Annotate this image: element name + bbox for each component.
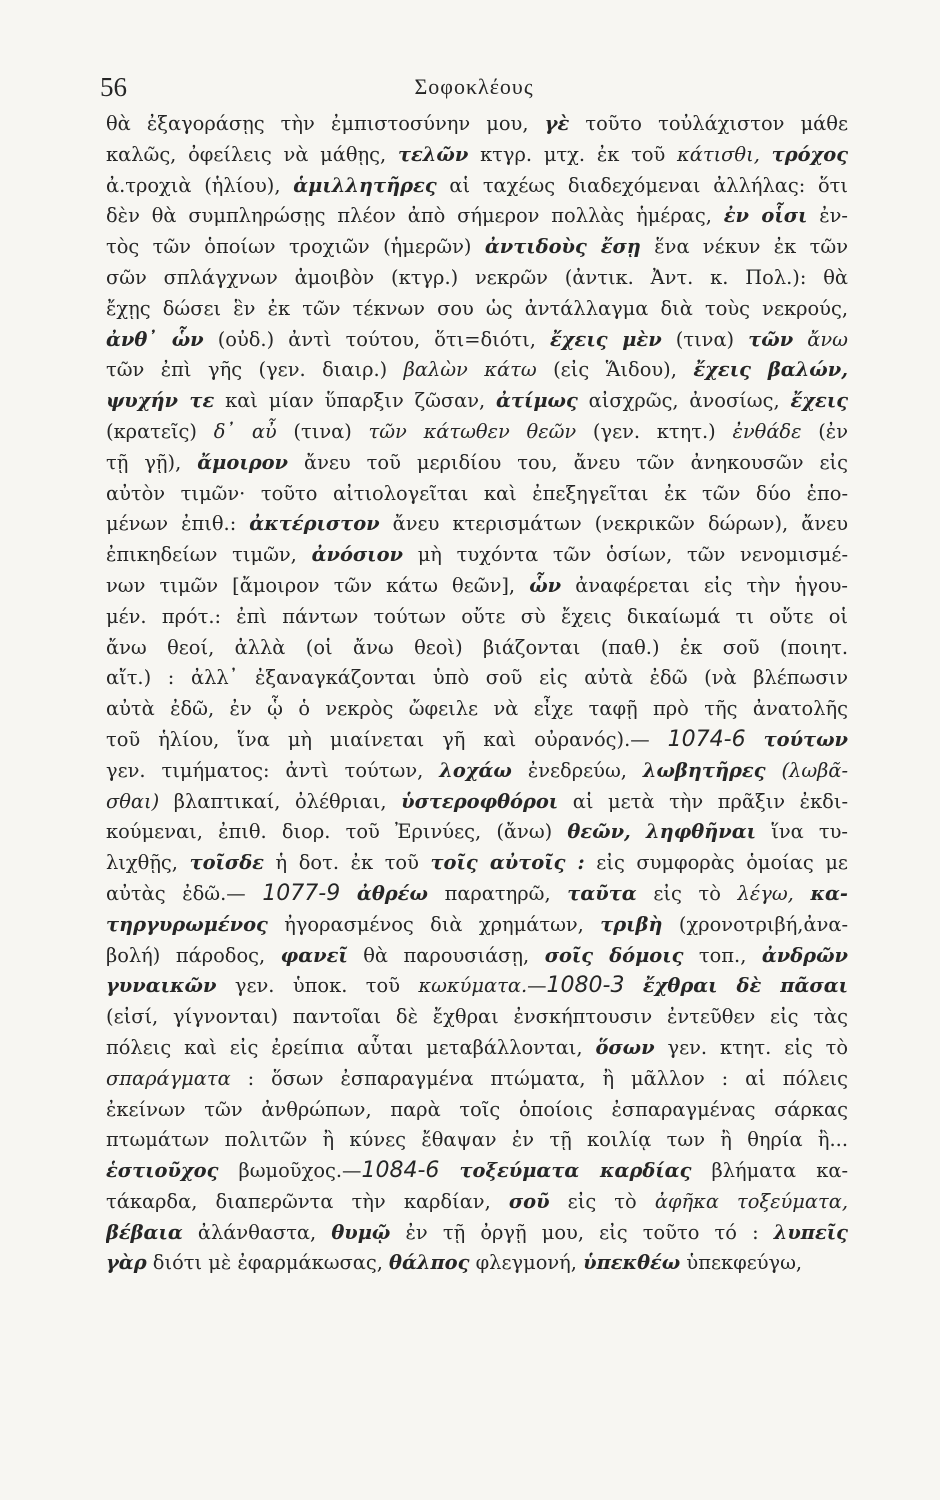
lemma: ἑστιοῦχος [106,1159,219,1183]
lemma: ὧν [529,573,562,597]
text-run: παρατηρῶ, [427,881,568,905]
text-line [106,694,848,725]
text-line [106,602,848,633]
lemma: ἀνδρῶν [761,943,848,967]
text-line [106,232,848,263]
lemma: τῶν [748,327,794,351]
text-run: ἄνω θεοί, ἀλλὰ (οἱ ἄνω θεοὶ) βιάζονται (παθ.) ἐκ σοῦ (ποιητ. [106,635,848,659]
text-line [106,417,848,448]
italic-phrase: (λωβᾶ- [781,758,848,782]
text-run: ἄνευ κτερισμάτων (νεκρικῶν δώρων), ἄνευ [379,512,848,536]
text-run: μὴ τυχόντα τῶν ὁσίων, τῶν νενομισμέ- [402,543,848,567]
line-reference: 1084-6 [361,1158,440,1184]
italic-phrase: σθαι) [106,789,160,813]
text-run: τοπ., [683,943,762,967]
text-run [439,1159,459,1182]
text-run: ἐν- [807,204,848,228]
text-line [106,1187,848,1218]
text-line [106,848,848,879]
text-line [106,756,848,787]
lemma: θυμῷ [331,1220,391,1244]
lemma: λυπεῖς [773,1220,848,1244]
italic-phrase: κωκύματα. [418,974,528,998]
text-run: βλήματα κα- [691,1159,848,1183]
text-run [746,728,764,751]
text-run: διότι μὲ ἐφαρμάκωσας, [146,1251,390,1275]
text-run: (χρονοτριβή,ἀνα- [662,912,848,936]
text-run: γεν. τιμήματος: ἀντὶ τούτων, [106,758,440,782]
text-run: πόλεις καὶ εἰς ἐρείπια αὗται μεταβάλλονται, [106,1035,596,1059]
text-run: πτωμάτων πολιτῶν ἢ κύνες ἔθαψαν ἐν τῇ κοιλίᾳ των ἢ θηρία ἢ... [106,1128,848,1152]
lemma: τελῶν [397,142,469,166]
text-run: τὸς τῶν ὁποίων τροχιῶν (ἡμερῶν) [106,235,485,259]
text-line [106,1156,848,1187]
lemma: γὲ [544,112,570,135]
line-reference: 1080-3 [546,973,625,999]
text-run: ἵνα τυ- [756,820,848,844]
lemma: ἁμιλλητῆρες [293,173,437,197]
italic-phrase: βαλὼν κάτω [403,358,537,382]
lemma: ἄμοιρον [197,450,288,474]
text-run: (εἰσί, γίγνονται) παντοῖαι δὲ ἔχθραι ἐνσκήπτουσιν ἐντεῦθεν εἰς τὰς [106,1005,848,1029]
text-run: ἕνα νέκυν ἐκ τῶν [640,235,848,259]
text-line [106,1125,848,1156]
text-run: ὑπεκφεύγω, [680,1251,803,1275]
text-line [106,355,848,386]
text-run [631,820,646,843]
lemma: θάλπος [389,1251,470,1275]
text-run: βολή) πάροδος, [106,943,281,967]
text-run: αἴτ.) : ἀλλ᾽ ἐξαναγκάζονται ὑπὸ σοῦ εἰς αὐτὰ ἐδῶ (νὰ βλέπωσιν [106,666,848,690]
text-run: ἀλάνθαστα, [182,1220,332,1244]
text-run: (κρατεῖς) [106,419,214,443]
text-line [106,294,848,325]
text-run: κούμεναι, ἐπιθ. διορ. τοῦ Ἐρινύες, (ἄνω) [106,820,568,844]
text-run: εἰς συμφορὰς ὁμοίας με [584,851,848,875]
italic-phrase: ἐνθάδε [732,419,802,443]
lemma: ἔχεις βαλών, [693,358,848,382]
lemma: ληφθῆναι [646,820,757,844]
text-run: βλαπτικαί, ὀλέθριαι, [159,789,402,813]
text-line [106,1033,848,1064]
text-run: εἰς τὸ [549,1189,655,1213]
lemma: ἔχεις μὲν [550,327,662,351]
text-run: ἠγορασμένος διὰ χρημάτων, [267,912,601,936]
text-line [106,509,848,540]
text-run: — [527,974,547,998]
text-run: τοῦ ἡλίου, ἵνα μὴ μιαίνεται γῆ καὶ οὐρανός).— [106,727,668,751]
lemma: γὰρ [106,1251,147,1275]
lemma: φανεῖ [280,943,348,967]
text-run: ἐπικηδείων τιμῶν, [106,543,312,567]
text-run: : ὅσων ἐσπαραγμένα πτώματα, ἢ μᾶλλον : αἱ πόλεις [230,1066,848,1090]
text-run: (τινα) [276,419,369,443]
lemma: τριβὴ [600,912,663,936]
lemma: κα- [810,881,848,905]
lemma: ταῦτα [567,881,637,905]
text-line [106,571,848,602]
text-run: αὐτὰ ἐδῶ, ἐν ᾧ ὁ νεκρὸς ὤφειλε νὰ εἶχε ταφῇ πρὸ τῆς ἀνατολῆς [106,697,848,721]
lemma: σοῦ [508,1189,550,1213]
text-line [106,540,848,571]
text-run: ἀ.τροχιὰ (ἡλίου), [106,173,294,197]
text-line [106,1002,848,1033]
page-number: 56 [100,72,127,102]
lemma: ἀτίμως [496,389,578,413]
lemma: ὑστεροφθόροι [401,789,559,813]
lemma: ἐν οἷσι [723,204,808,228]
text-run: γεν. κτητ. εἰς τὸ [654,1035,848,1059]
lemma: ψυχήν τε [106,389,215,413]
line-reference: 1077-9 [262,880,341,906]
text-line [106,787,848,818]
running-head: Σοφοκλέους [414,74,534,99]
text-run: σῶν σπλάγχνων ἀμοιβὸν (κτγρ.) νεκρῶν (ἀντικ. Ἀντ. κ. Πολ.): θὰ [106,265,848,289]
text-run [624,974,642,997]
text-run: (γεν. κτητ.) [576,419,733,443]
italic-phrase: σπαράγματα [106,1066,231,1090]
lemma: τούτων [763,727,848,751]
text-run [760,143,772,166]
text-run: θὰ παρουσιάσῃ, [347,943,545,967]
lemma: τρόχος [771,142,848,166]
text-line [106,633,848,664]
text-line [106,386,848,417]
text-line [106,971,848,1002]
lemma: ἀντιδοὺς ἔσῃ [484,235,641,259]
lemma: σοῖς δόμοις [544,943,684,967]
text-run: (τινα) [661,327,749,351]
lemma: ὅσων [595,1035,655,1059]
italic-phrase: λέγω, [737,881,794,905]
text-run: κτγρ. μτχ. ἐκ τοῦ [468,142,678,166]
text-run: ἡ δοτ. ἐκ τοῦ [263,851,431,875]
text-run: (ἐν [801,419,848,443]
lemma: τοξεύματα καρδίας [459,1159,692,1183]
text-line [106,725,848,756]
lemma: ἔχεις [790,389,848,413]
text-line [106,448,848,479]
page-header [100,72,848,106]
text-run: ἐν τῇ ὀργῇ μου, εἰς τοῦτο τό : [390,1220,774,1244]
text-run: μέν. πρότ.: ἐπὶ πάντων τούτων οὔτε σὺ ἔχεις δικαίωμά τι οὔτε οἱ [106,604,848,628]
text-run: καλῶς, ὀφείλεις νὰ μάθῃς, [106,142,398,166]
text-run: αἱ μετὰ τὴν πρᾶξιν ἐκδι- [558,789,848,813]
text-line [106,1064,848,1095]
lemma: ἀνθ᾽ ὧν [106,327,204,351]
text-run: φλεγμονή, [469,1251,584,1275]
text-run: τῇ γῇ), [106,450,198,474]
text-line [106,109,848,140]
text-run: ἐκείνων τῶν ἀνθρώπων, παρὰ τοῖς ὁποίοις ἐσπαραγμένας σάρκας [106,1097,848,1121]
text-run [340,882,357,905]
italic-phrase: ἄνω [807,327,848,351]
text-run [794,882,811,905]
text-run [793,328,807,351]
text-line [106,817,848,848]
lemma: τοῖσδε [189,851,264,875]
line-reference: 1074-6 [667,726,746,752]
text-run: λιχθῇς, [106,851,190,875]
lemma: ὑπεκθέω [583,1251,681,1275]
italic-phrase: κάτισθι, [677,142,760,166]
text-run: αἰσχρῶς, ἀνοσίως, [577,389,791,413]
text-run: μένων ἐπιθ.: [106,512,250,536]
text-line [106,479,848,510]
lemma: ἀθρέω [356,881,428,905]
lemma: ἀκτέριστον [249,512,380,536]
text-line [106,879,848,910]
text-run: βωμοῦχος.— [218,1159,362,1183]
text-run: τοῦτο τοὐλάχιστον μάθε [569,112,848,135]
lemma: θεῶν, [567,820,631,844]
lemma: ἀνόσιον [311,543,403,567]
text-line [106,941,848,972]
text-run: ἀναφέρεται εἰς τὴν ἡγου- [561,573,848,597]
text-run [766,759,782,782]
text-line [106,171,848,202]
lemma: γυναικῶν [106,974,217,998]
text-line [106,140,848,171]
text-run: αὐτὸν τιμῶν· τοῦτο αἰτιολογεῖται καὶ ἐπεξηγεῖται ἐκ τῶν δύο ἑπο- [106,481,848,505]
text-run: τῶν ἐπὶ γῆς (γεν. διαιρ.) [106,358,404,382]
text-line [106,263,848,294]
lemma: τηργυρωμένος [106,912,268,936]
text-run: ἄνευ τοῦ μεριδίου του, ἄνευ τῶν ἀνηκουσῶν εἰς [287,450,848,474]
italic-phrase: τῶν κάτωθεν θεῶν [368,419,577,443]
text-run: δὲν θὰ συμπληρώσῃς πλέον ἀπὸ σήμερον πολλὰς ἡμέρας, [106,204,724,228]
lemma: λοχάω [439,758,512,782]
text-line [106,1218,848,1249]
text-run: (εἰς Ἅιδου), [536,358,694,382]
text-line [106,201,848,232]
text-run: καὶ μίαν ὕπαρξιν ζῶσαν, [214,389,497,413]
text-run: νων τιμῶν [ἄμοιρον τῶν κάτω θεῶν], [106,573,530,597]
italic-phrase: ἀφῆκα τοξεύματα, [654,1189,848,1213]
lemma: λωβητῆρες [642,758,766,782]
text-run: τάκαρδα, διαπερῶντα τὴν καρδίαν, [106,1189,509,1213]
lemma: ἔχθραι δὲ πᾶσαι [642,974,848,998]
text-run: (οὐδ.) ἀντὶ τούτου, ὅτι=διότι, [203,327,551,351]
text-line [106,910,848,941]
commentary-text [106,109,848,1279]
text-run: γεν. ὑποκ. τοῦ [216,974,419,998]
text-run: ἔχῃς δώσει ἓν ἐκ τῶν τέκνων σου ὡς ἀντάλλαγμα διὰ τοὺς νεκρούς, [106,296,848,320]
text-line [106,325,848,356]
italic-phrase: δ᾽ αὖ [213,419,277,443]
text-run: αἱ ταχέως διαδεχόμεναι ἀλλήλας: ὅτι [436,173,848,197]
text-line [106,1248,848,1279]
text-run: θὰ ἐξαγοράσῃς τὴν ἐμπιστοσύνην μου, [106,112,545,135]
lemma: τοῖς αὐτοῖς : [430,851,585,875]
text-run: ἐνεδρεύω, [511,758,643,782]
text-run: εἰς τὸ [636,881,738,905]
text-run: αὐτὰς ἐδῶ.— [106,881,263,905]
text-line [106,1095,848,1126]
lemma: βέβαια [106,1220,183,1244]
text-line [106,663,848,694]
